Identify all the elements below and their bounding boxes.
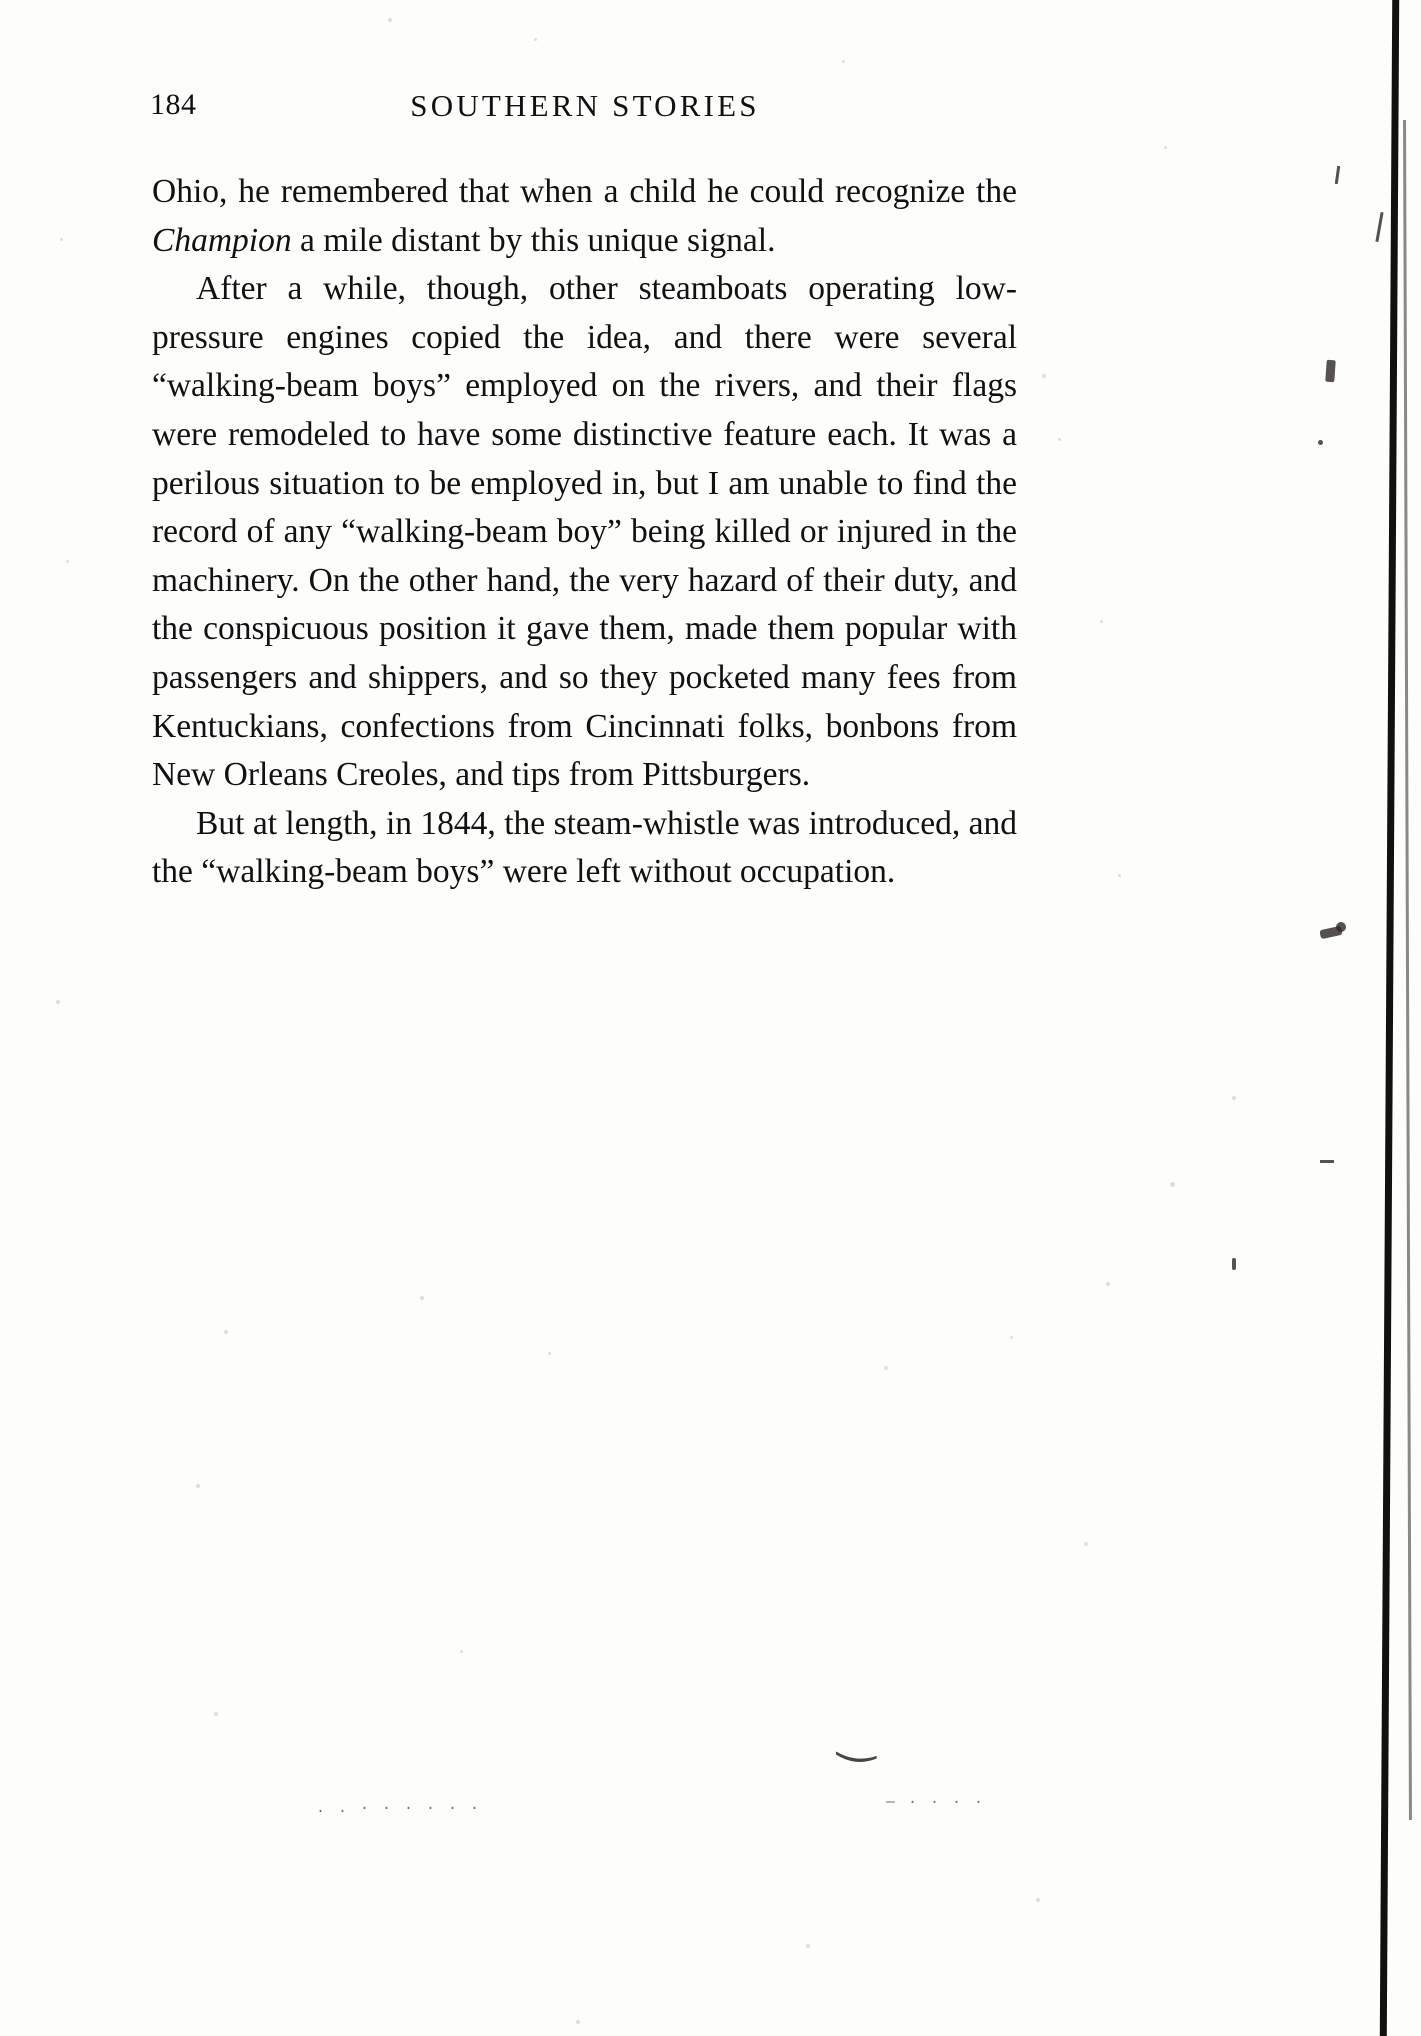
scan-speckle <box>1106 1282 1110 1286</box>
italic-boat-name: Champion <box>152 221 292 259</box>
margin-mark-dot <box>1318 440 1323 445</box>
running-head <box>150 88 1150 128</box>
page-title: SOUTHERN STORIES <box>410 88 760 123</box>
page-number: 184 <box>150 88 197 121</box>
binding-shadow <box>1380 0 1400 2036</box>
scan-speckle <box>576 2020 580 2024</box>
scan-speckle <box>1010 1336 1013 1339</box>
margin-mark-hyphen <box>1320 1160 1334 1163</box>
scan-speckle <box>1084 1542 1088 1546</box>
paragraph-1: Ohio, he remembered that when a child he could recognize the Champion a mile distant by this unique signal. <box>152 173 1017 259</box>
margin-mark-tick <box>1375 212 1383 242</box>
footer-smudge-right: — · · · · <box>886 1794 986 1811</box>
margin-mark-dash <box>1325 360 1336 383</box>
scan-speckle <box>1058 438 1061 441</box>
scan-speckle <box>60 238 63 241</box>
scan-speckle <box>1100 620 1103 623</box>
scan-speckle <box>1118 874 1121 877</box>
scan-speckle <box>214 1712 218 1716</box>
paragraph-3: But at length, in 1844, the steam-whistle was introduced, and the “walking-beam boys” were left without occupation. <box>152 804 1017 891</box>
scan-speckle <box>66 560 69 563</box>
scan-speckle <box>806 1944 810 1948</box>
scan-speckle <box>1164 146 1167 149</box>
footer-smudge-left: . . · · · · · · <box>316 1800 482 1817</box>
paragraph-2: After a while, though, other steamboats operating low-pressure engines copied the idea, and there were several “walking-beam boys” employed on the rivers, and their flags were remodeled to have some distinctive feature each. It was a perilous situation to be employed in, but I am unable to find the record of any “walking-beam boy” being killed or injured in the machinery. On the other hand, the very hazard of their duty, and the conspicuous position it gave them, made them popular with passengers and shippers, and so they pocketed many fees from Kentuckians, confections from Cincinnati folks, bonbons from New Orleans Creoles, and tips from Pittsburgers. <box>152 270 1017 794</box>
scan-speckle <box>196 1484 200 1488</box>
scan-speckle <box>1042 374 1046 378</box>
scan-speckle <box>534 38 537 41</box>
margin-mark-dot <box>1232 1258 1236 1270</box>
margin-mark-arrow-head <box>1336 922 1346 932</box>
scan-speckle <box>1170 1182 1175 1187</box>
scan-speckle <box>420 1296 424 1300</box>
scan-speckle <box>56 1000 60 1004</box>
scan-speckle <box>460 1650 463 1653</box>
binding-shadow-secondary <box>1403 120 1412 1820</box>
scan-binding-edge <box>1379 0 1421 2036</box>
footer-pencil-curl: ‿ <box>837 1708 880 1763</box>
margin-mark-tick <box>1335 166 1340 184</box>
scan-speckle <box>884 1366 888 1370</box>
body-text <box>152 168 1017 897</box>
scan-speckle <box>388 18 392 22</box>
scan-speckle <box>1232 1096 1236 1100</box>
scan-speckle <box>842 60 845 63</box>
scan-speckle <box>1036 1898 1040 1902</box>
scan-speckle <box>548 1352 551 1355</box>
scan-speckle <box>224 1330 228 1334</box>
